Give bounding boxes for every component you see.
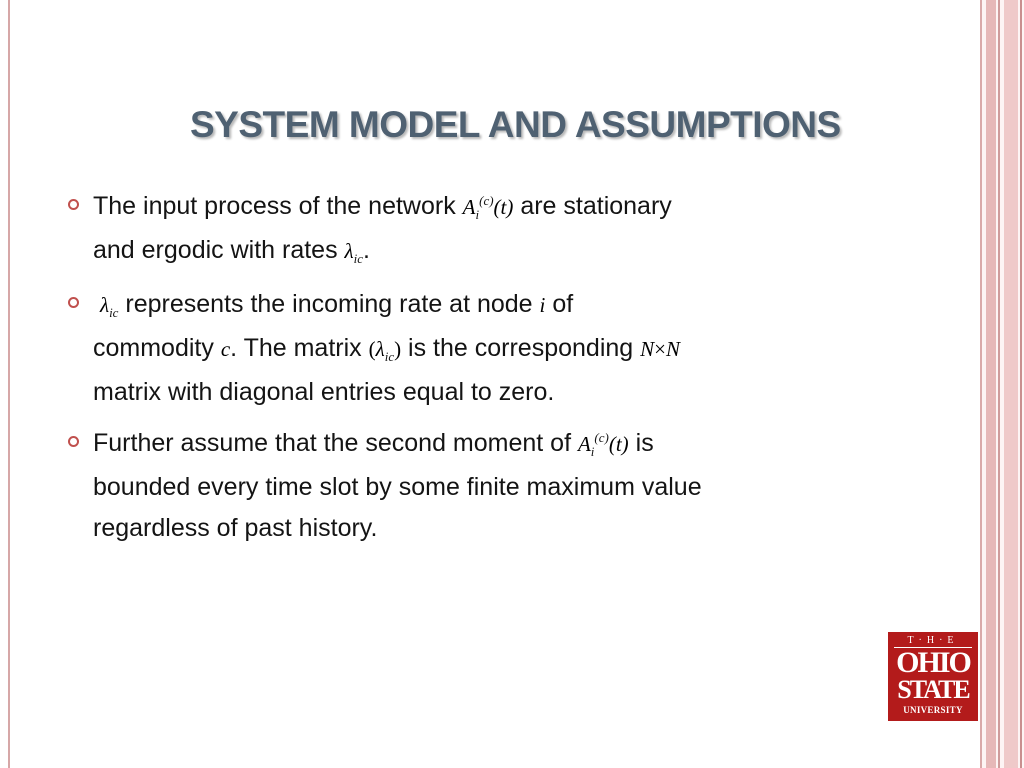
math-a-i-c-t (578, 423, 629, 467)
bullet-line (93, 372, 882, 413)
bullet-text: The input process of the network (93, 192, 463, 220)
math-paren: ( (368, 337, 376, 361)
bullet-text: are stationary (513, 192, 672, 220)
math-lambda-matrix (369, 328, 402, 372)
bullet-line (93, 328, 882, 372)
math-superscript: (c) (594, 430, 609, 445)
bullet-line (93, 186, 882, 230)
math-symbol: A (462, 195, 476, 219)
math-symbol: λ (344, 239, 354, 263)
bullet-text: . The matrix (230, 334, 369, 362)
bullet-line (93, 423, 882, 467)
math-subscript: ic (109, 305, 119, 320)
border-stripe (998, 0, 1000, 768)
math-argument: (t) (608, 432, 629, 456)
bullet-text: of (545, 290, 574, 318)
math-n-by-n (640, 328, 680, 370)
math-lambda-ic (100, 284, 119, 328)
bullet-text: bounded every time slot by some finite maximum value (93, 473, 702, 501)
math-paren: ) (394, 337, 402, 361)
math-subscript: i (475, 207, 480, 222)
math-subscript: ic (353, 251, 364, 266)
math-symbol: λ (375, 337, 385, 361)
logo-ohio-text: OHIO (896, 646, 970, 679)
math-symbol: λ (99, 293, 110, 317)
math-symbol: N (666, 337, 681, 361)
bullet-circle-icon (68, 436, 79, 447)
bullet-circle-icon (68, 297, 79, 308)
math-symbol: A (577, 432, 591, 456)
bullet-item-second-moment (62, 423, 882, 549)
logo-state-text: STATE (897, 675, 969, 704)
math-subscript: ic (384, 349, 395, 364)
bullet-line (93, 230, 882, 274)
bullet-text: Further assume that the second moment of (93, 429, 578, 457)
ohio-state-logo (888, 632, 978, 721)
math-argument: (t) (493, 195, 514, 219)
logo-the-text: T·H·E (907, 635, 959, 646)
math-node-i: i (539, 293, 546, 317)
bullet-list (62, 186, 882, 559)
math-subscript: i (590, 444, 595, 459)
bullet-text: is the corresponding (401, 334, 641, 362)
slide-title: SYSTEM MODEL AND ASSUMPTIONS (190, 104, 841, 145)
bullet-text: regardless of past history. (93, 514, 378, 542)
bullet-circle-icon (68, 199, 79, 210)
left-border-line (8, 0, 10, 768)
math-symbol: N (640, 337, 655, 361)
bullet-text: is (628, 429, 654, 457)
bullet-line (93, 508, 882, 549)
bullet-text: represents the incoming rate at node (118, 290, 540, 318)
bullet-text: matrix with diagonal entries equal to zero. (93, 378, 555, 406)
bullet-item-incoming-rate (62, 284, 882, 413)
bullet-item-input-process (62, 186, 882, 274)
math-operator: × (654, 337, 666, 361)
bullet-text: commodity (93, 334, 221, 362)
logo-university-text: UNIVERSITY (903, 705, 963, 715)
bullet-text: . (363, 236, 370, 264)
bullet-text: and ergodic with rates (93, 236, 345, 264)
math-commodity-c: c (220, 337, 231, 361)
bullet-line (93, 284, 882, 328)
bullet-line (93, 467, 882, 508)
math-superscript: (c) (479, 193, 494, 208)
math-a-i-c-t (463, 186, 514, 230)
math-lambda-ic (345, 230, 364, 274)
border-stripe (1020, 0, 1022, 768)
border-stripe (1004, 0, 1018, 768)
